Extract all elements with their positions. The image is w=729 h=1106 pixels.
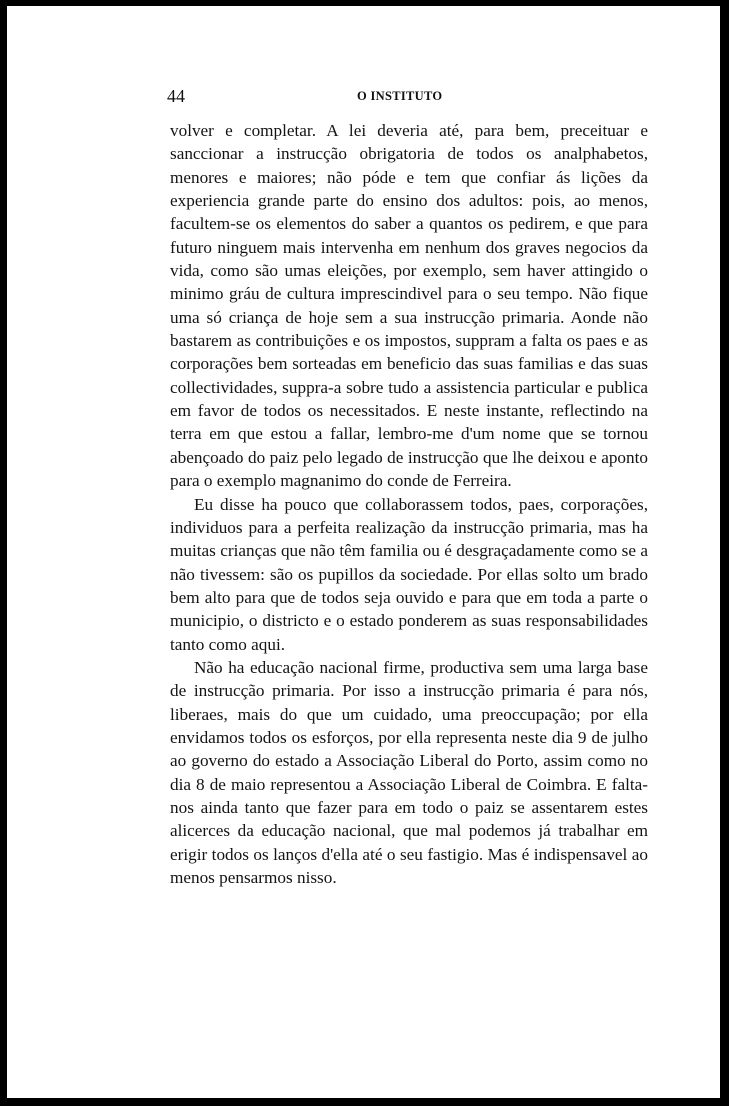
paragraph: Eu disse ha pouco que collaborassem todos, paes, corporações, individuos para a perfeita realização da instrucção primaria, mas ha muitas crianças que não têm familia ou é desgraçadamente como se a não tivessem: são os pupillos da sociedade. Por ellas solto um brado bem alto para que de todos seja ouvido e para que em toda a parte o municipio, o districto e o estado ponderem as suas responsabilidades tanto como aqui. [170,494,648,654]
page-header [7,86,720,110]
body-text [170,119,648,889]
paragraph: Não ha educação nacional firme, productiva sem uma larga base de instrucção primaria. Por isso a instrucção primaria é para nós, liberaes, mais do que um cuidado, uma preoccupação; por ella envidamos todos os esforços, por ella representa neste dia 9 de julho ao governo do estado a Associação Liberal do Porto, assim como no dia 8 de maio representou a Associação Liberal de Coimbra. E falta-nos ainda tanto que fazer para em todo o paiz se assentarem estes alicerces da educação nacional, que mal podemos já trabalhar em erigir todos os lanços d'ella até o seu fastigio. Mas é indispensavel ao menos pensarmos nisso. [170,657,648,887]
document-page [7,6,720,1098]
paragraph: volver e completar. A lei deveria até, para bem, preceituar e sanccionar a instrucção obrigatoria de todos os analphabetos, menores e maiores; não póde e tem que confiar ás lições da experiencia grande parte do ensino dos adultos: pois, ao menos, facultem-se os elementos do saber a quantos os pedirem, e que para futuro ninguem mais intervenha em nenhum dos graves negocios da vida, como são umas eleições, por exemplo, sem haver attingido o minimo gráu de cultura imprescindivel para o seu tempo. Não fique uma só criança de hoje sem a sua instrucção primaria. Aonde não bastarem as contribuições e os impostos, suppram a falta os paes e as corporações bem sorteadas em beneficio das suas familias e das suas collectividades, suppra-a sobre tudo a assistencia particular e publica em favor de todos os necessitados. E neste instante, reflectindo na terra em que estou a fallar, lembro-me d'um nome que se tornou abençoado do paiz pelo legado de instrucção que lhe deixou e aponto para o exemplo magnanimo do conde de Ferreira. [170,121,648,491]
running-title: O INSTITUTO [357,89,443,103]
page-number: 44 [167,86,185,106]
